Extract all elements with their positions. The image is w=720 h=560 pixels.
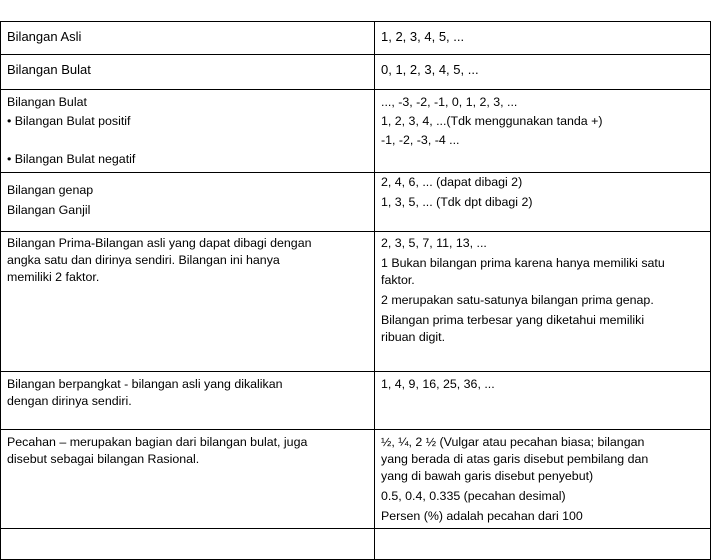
cell-term [1, 173, 375, 232]
cell-term [1, 90, 375, 173]
term-text: Bilangan Ganjil [7, 203, 91, 217]
cell-example [375, 55, 711, 90]
cell-example [375, 529, 711, 560]
term-text: Bilangan Bulat [7, 95, 87, 109]
term-text: Bilangan berpangkat - bilangan asli yang dikalikan [7, 377, 283, 391]
table-row [1, 372, 711, 430]
table-row [1, 55, 711, 90]
example-text: ribuan digit. [381, 330, 446, 344]
example-text: 2, 3, 5, 7, 11, 13, ... [381, 236, 487, 250]
term-text: Bilangan Bulat [7, 62, 91, 77]
cell-term [1, 55, 375, 90]
example-text: yang di bawah garis disebut penyebut) [381, 469, 594, 483]
table-row [1, 430, 711, 529]
cell-example [375, 430, 711, 529]
example-text: faktor. [381, 273, 415, 287]
cell-term [1, 22, 375, 55]
cell-example [375, 372, 711, 430]
bullet-negative: • Bilangan Bulat negatif [7, 152, 136, 166]
table-row [1, 529, 711, 560]
example-text: 1, 3, 5, ... (Tdk dpt dibagi 2) [381, 195, 533, 209]
example-text: -1, -2, -3, -4 ... [381, 133, 460, 147]
term-text: Bilangan genap [7, 183, 94, 197]
term-text: dengan dirinya sendiri. [7, 394, 132, 408]
example-text: Persen (%) adalah pecahan dari 100 [381, 509, 583, 523]
term-text: Pecahan – merupakan bagian dari bilangan bulat, juga [7, 435, 308, 449]
cell-term [1, 372, 375, 430]
example-text: ½, ¼, 2 ½ (Vulgar atau pecahan biasa; bilangan [381, 435, 645, 449]
term-text: Bilangan Asli [7, 29, 82, 44]
example-text: Bilangan prima terbesar yang diketahui memiliki [381, 313, 645, 327]
table-row [1, 22, 711, 55]
cell-term [1, 529, 375, 560]
example-text: ..., -3, -2, -1, 0, 1, 2, 3, ... [381, 95, 518, 109]
example-text: 2, 4, 6, ... (dapat dibagi 2) [381, 175, 523, 189]
table-row [1, 173, 711, 232]
example-text: 1, 4, 9, 16, 25, 36, ... [381, 377, 495, 391]
example-text: 1 Bukan bilangan prima karena hanya memiliki satu [381, 256, 665, 270]
example-text: 0.5, 0.4, 0.335 (pecahan desimal) [381, 489, 566, 503]
term-text: memiliki 2 faktor. [7, 270, 100, 284]
term-text: disebut sebagai bilangan Rasional. [7, 452, 200, 466]
bullet-positive: • Bilangan Bulat positif [7, 114, 131, 128]
example-text: 2 merupakan satu-satunya bilangan prima genap. [381, 293, 654, 307]
term-text: Bilangan Prima-Bilangan asli yang dapat dibagi dengan [7, 236, 312, 250]
term-text: angka satu dan dirinya sendiri. Bilangan ini hanya [7, 253, 280, 267]
number-types-table [0, 21, 711, 560]
example-text: 1, 2, 3, 4, 5, ... [381, 29, 465, 44]
table-row [1, 232, 711, 372]
example-text: 1, 2, 3, 4, ...(Tdk menggunakan tanda +) [381, 114, 603, 128]
cell-example [375, 173, 711, 232]
cell-example [375, 232, 711, 372]
example-text: yang berada di atas garis disebut pembilang dan [381, 452, 649, 466]
cell-example [375, 90, 711, 173]
cell-term [1, 232, 375, 372]
example-text: 0, 1, 2, 3, 4, 5, ... [381, 62, 479, 77]
cell-term [1, 430, 375, 529]
table-row [1, 90, 711, 173]
cell-example [375, 22, 711, 55]
